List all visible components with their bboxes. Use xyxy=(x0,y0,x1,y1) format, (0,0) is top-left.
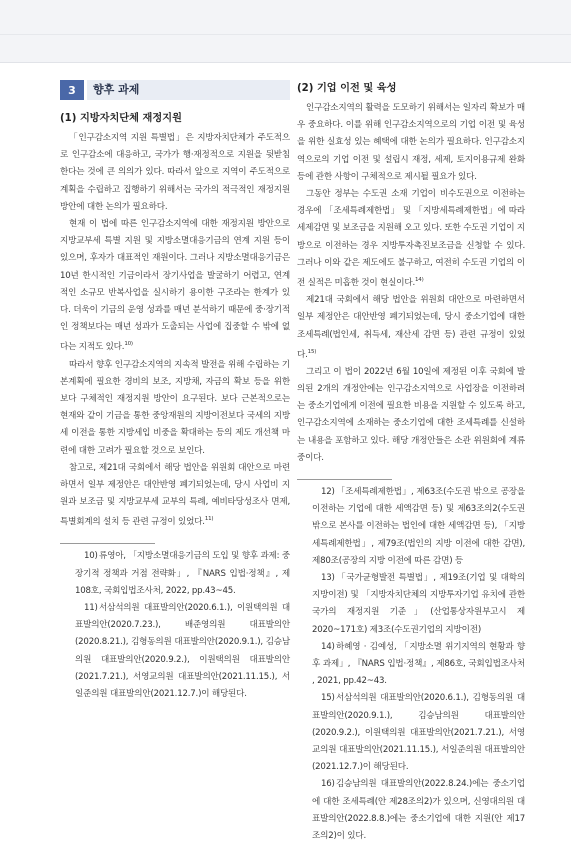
paragraph: 인구감소지역의 활력을 도모하기 위해서는 일자리 확보가 매우 중요하다. 이를 위해 인구감소지역으로의 기업 이전 및 육성을 위한 실효성 있는 혜택에 대한 논의가 필요하다. 인구감소지역으로의 기업 이전 및 설립시 재정, 세제, 토지이용규제 완화 등에 관한 사항이 구체적으로 제시될 필요가 있다. xyxy=(297,103,525,182)
footnote: 13)「국가균형발전 특별법」, 제19조(기업 및 대학의 지방이전) 및 「지방자치단체의 지방투자기업 유치에 관한 국가의 재정지원 기준」(산업통상자원부고시 제2020~171호) 제3조(수도권기업의 지방이전) xyxy=(312,573,525,635)
footnote-ref[interactable]: 10) xyxy=(124,341,133,348)
subsection-title-2: (2) 기업 이전 및 육성 xyxy=(297,83,397,94)
paragraph: 제21대 국회에서 해당 법안을 위원회 대안으로 마련하면서 일부 제정안은 대안반영 폐기되었는데, 당시 중소기업에 대한 조세특례(법인세, 취득세, 재산세 감면 등) 관련 규정이 있었다.$^{15)}$ xyxy=(297,295,525,360)
paragraph: 그리고 이 법이 2022년 6월 10일에 제정된 이후 국회에 발의된 2개의 개정안에는 인구감소지역으로 사업장을 이전하려는 중소기업에게 이전에 필요한 비용을 지원할 수 있도록 하고, 인구감소지역에 소재하는 중소기업에 대한 조세특례를 신설하는 내용을 포함하고 있다. 해당 개정안들은 소관 위원회에 계류 중이다. xyxy=(297,366,525,463)
footnotes xyxy=(60,548,290,703)
footnotes xyxy=(297,484,525,845)
right-column xyxy=(297,80,525,845)
paragraph: 「인구감소지역 지원 특별법」은 지방자치단체가 주도적으로 인구감소에 대응하고, 국가가 행·재정적으로 지원을 뒷받침한다는 것에 큰 의의가 있다. 따라서 앞으로 지역이 주도적으로 계획을 수립하고 집행하기 위해서는 국가의 적극적인 재정지원 방안에 대한 논의가 필요하다. xyxy=(60,133,290,212)
header-rule xyxy=(0,34,571,35)
footnote-ref[interactable]: 14) xyxy=(414,277,424,284)
paragraph: 현재 이 법에 따른 인구감소지역에 대한 재정지원 방안으로 지방교부세 특별 지원 및 지방소멸대응기금의 연계 지원 등이 있으며, 후자가 대표적인 재원이다. 그러나 지방소멸대응기금은 10년 한시적인 기금이라서 장기사업을 발굴하기 어렵고, 연계적인 소규모 반복사업을 실시하기 용이한 구조라는 한계가 있다. 더욱이 기금의 운영 성과를 매년 분석하기 때문에 중·장기적인 정책보다는 매년 성과가 도출되는 사업에 집중할 수 밖에 없다는 지적도 있다.$^{10)}$ xyxy=(60,219,290,353)
left-column xyxy=(60,80,290,703)
footnote: 12)「조세특례제한법」, 제63조(수도권 밖으로 공장을 이전하는 기업에 대한 세액감면 등) 및 제63조의2(수도권 밖으로 본사를 이전하는 법인에 대한 세액감면 등), 「지방세특례제한법」, 제79조(법인의 지방 이전에 대한 감면), 제80조(공장의 지방 이전에 따른 감면) 등 xyxy=(312,486,525,566)
footnote: 16)김승남의원 대표발의안(2022.8.24.)에는 중소기업에 대한 조세특례(안 제28조의2)가 있으며, 신영대의원 대표발의안(2022.8.8.)에는 중소기업에 대한 지원(안 제17조의2)이 있다. xyxy=(312,779,525,842)
footnote: 15)서삼석의원 대표발의안(2020.6.1.), 김형동의원 대표발의안(2020.9.1.), 김승남의원 대표발의안(2020.9.2.), 이원택의원 대표발의안(2021.7.21.), 서영교의원 대표발의안(2021.11.15.), 서일준의원 대표발의안(2021.12.7.)이 해당된다. xyxy=(312,693,525,773)
footnote: 11)서삼석의원 대표발의안(2020.6.1.), 이원택의원 대표발의안(2020.7.23.), 배준영의원 대표발의안(2020.8.21.), 김형동의원 대표발의안(2020.9.1.), 김승남의원 대표발의안(2020.9.2.), 이원택의원 대표발의안(2021.7.21.), 서영교의원 대표발의안(2021.11.15.), 서일준의원 대표발의안(2021.12.7.)이 해당된다. xyxy=(75,603,290,700)
section-number: 3 xyxy=(60,80,84,100)
paragraph: 따라서 향후 인구감소지역의 지속적 발전을 위해 수립하는 기본계획에 필요한 경비의 보조, 지방채, 자금의 확보 등을 위한 보다 구체적인 재정지원 방안이 요구된다. 보다 근본적으로는 현재와 같이 기금을 통한 중앙재원의 지방이전보다 국세의 지방세 이전을 통한 지방세입 비중을 확대하는 등의 제도 개선책 마련에 대한 고려가 필요할 것으로 보인다. xyxy=(60,359,290,456)
footnote-separator xyxy=(297,479,392,480)
paragraph: 참고로, 제21대 국회에서 해당 법안을 위원회 대안으로 마련하면서 일부 제정안은 대안반영 폐기되었는데, 당시 사업비 지원과 보조금 및 지방교부세 교부의 특례, 예비타당성조사 면제, 특별회계의 설치 등 관련 규정이 있었다.$^{11)}$ xyxy=(60,462,290,528)
footnote-ref[interactable]: 11) xyxy=(204,516,214,523)
page-header-band xyxy=(0,0,571,63)
section-title: 향후 과제 xyxy=(87,80,290,100)
footnote-separator xyxy=(60,543,155,544)
section-header xyxy=(60,80,290,100)
footnote: 14)하혜영 · 김예성, 「지방소멸 위기지역의 현황과 향후 과제」, 『NARS 입법·정책』, 제86호, 국회입법조사처 , 2021, pp.42~43. xyxy=(312,641,525,687)
paragraph: 그동안 정부는 수도권 소재 기업이 비수도권으로 이전하는 경우에 「조세특례제한법」 및 「지방세특례제한법」에 따라 세제감면 및 보조금을 지원해 오고 있다. 또한 수도권 기업이 지방으로 이전하는 경우 지방투자촉진보조금을 신청할 수 있다. 그러나 이와 같은 제도에도 불구하고, 여전히 수도권 기업의 이전 실적은 미흡한 것이 현실이다.$^{14)}$ xyxy=(297,189,525,288)
footnote: 10)류영아, 「지방소멸대응기금의 도입 및 향후 과제: 중장기적 정책과 거점 전략화」, 『NARS 입법·정책』, 제108호, 국회입법조사처, 2022, pp.43~45. xyxy=(75,551,290,596)
footnote-ref[interactable]: 15) xyxy=(307,348,317,355)
subsection-title-1: (1) 지방자치단체 재정지원 xyxy=(60,113,182,124)
